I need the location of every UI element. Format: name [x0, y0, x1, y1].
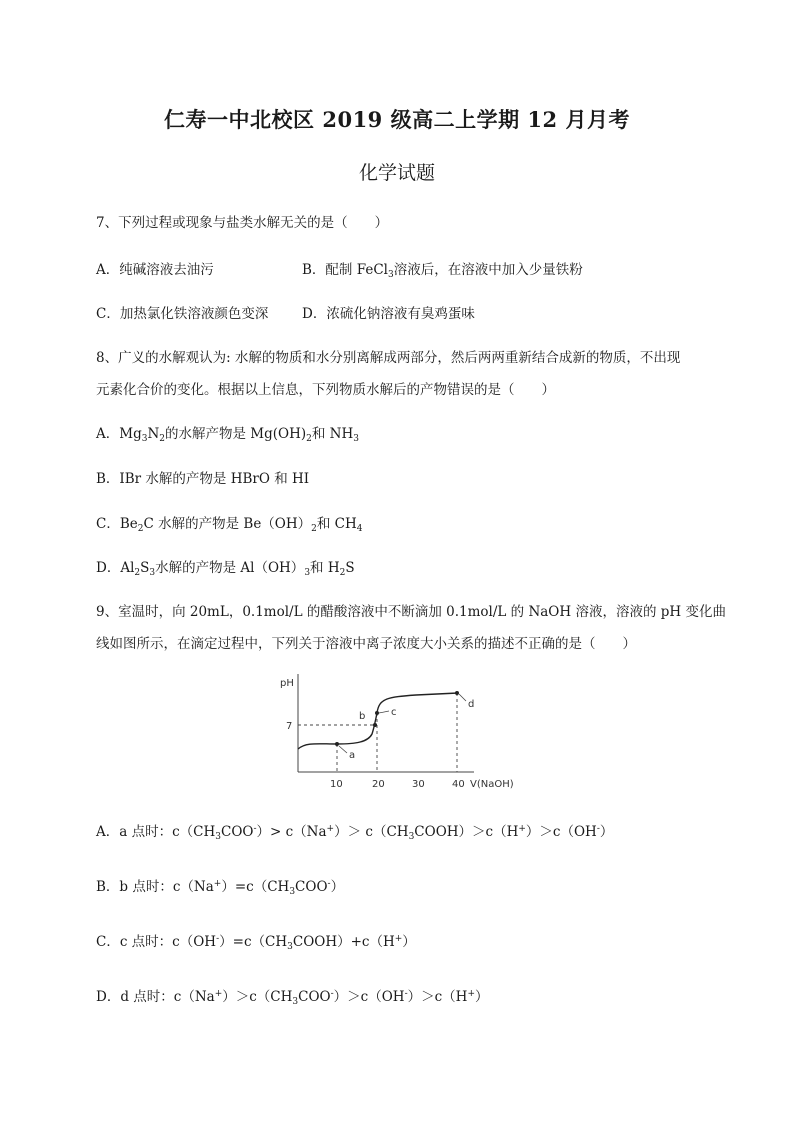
y-tick-7: 7	[286, 721, 293, 732]
q7-option-d: D．浓硫化钠溶液有臭鸡蛋味	[302, 306, 475, 322]
q9-option-c: C．c 点时：$c(OH^-)=c(CH_3COOH)+c(H^+)$	[96, 934, 416, 952]
q8-option-d: D．$Al_2S_3$水解的产物是 $Al(OH)_3$和 $H_2S$	[96, 560, 355, 578]
q7-stem: 7、下列过程或现象与盐类水解无关的是（ ）	[96, 215, 389, 231]
q8-stem-line2: 元素化合价的变化。根据以上信息，下列物质水解后的产物错误的是（ ）	[96, 382, 555, 398]
q8-option-c: C．$Be_2C$ 水解的产物是 $Be(OH)_2$和 $CH_4$	[96, 516, 363, 534]
label-d: d	[468, 699, 475, 710]
point-b	[373, 723, 377, 727]
q7-option-b: B．配制 FeCl$_3$溶液后，在溶液中加入少量铁粉	[302, 262, 583, 280]
titration-curve-chart	[276, 668, 521, 796]
leader-a	[339, 746, 347, 753]
leader-d	[459, 694, 466, 701]
q9-option-a: A．a 点时：$c(CH_3COO^-)> c(Na^+)>$ $c(CH_3COOH)>c(H^+)>c(OH^-)$	[96, 824, 614, 842]
label-a: a	[349, 750, 356, 761]
q7-option-a: A．纯碱溶液去油污	[96, 262, 214, 278]
leader-c	[379, 711, 389, 713]
q9-stem-line1: 9、室温时，向 20mL，0.1mol/L 的醋酸溶液中不断滴加 0.1mol/L 的 NaOH 溶液，溶液的 pH 变化曲	[96, 604, 726, 620]
x-tick-20: 20	[372, 779, 385, 790]
x-axis-label: V(NaOH)	[470, 779, 514, 790]
x-tick-40: 40	[452, 779, 465, 790]
x-tick-10: 10	[330, 779, 343, 790]
label-b: b	[359, 711, 366, 722]
point-c	[375, 711, 379, 715]
page-subtitle: 化学试题	[358, 162, 435, 184]
point-a	[335, 742, 339, 746]
label-c: c	[391, 707, 397, 718]
q8-option-a: A．$Mg_3N_2$的水解产物是 $Mg(OH)_2$和 $NH_3$	[96, 426, 359, 444]
titration-curve	[298, 693, 458, 749]
x-tick-30: 30	[412, 779, 425, 790]
q7-option-c: C．加热氯化铁溶液颜色变深	[96, 306, 269, 322]
q9-stem-line2: 线如图所示，在滴定过程中，下列关于溶液中离子浓度大小关系的描述不正确的是（ ）	[96, 636, 636, 652]
q9-option-b: B．b 点时：$c(Na^+)=c(CH_3COO^-)$	[96, 879, 345, 897]
q8-stem-line1: 8、广义的水解观认为: 水解的物质和水分别离解成两部分，然后两两重新结合成新的物质，不出现	[96, 350, 681, 366]
page-title: 仁寿一中北校区 2019 级高二上学期 12 月月考	[164, 107, 630, 132]
q8-option-b: B．IBr 水解的产物是 HBrO 和 HI	[96, 471, 310, 487]
y-axis-label: pH	[280, 678, 294, 689]
q9-option-d: D．d 点时：$c(Na^+)>c(CH_3COO^-)>c(OH^-)>c(H^+)$	[96, 989, 489, 1007]
point-d	[455, 691, 459, 695]
